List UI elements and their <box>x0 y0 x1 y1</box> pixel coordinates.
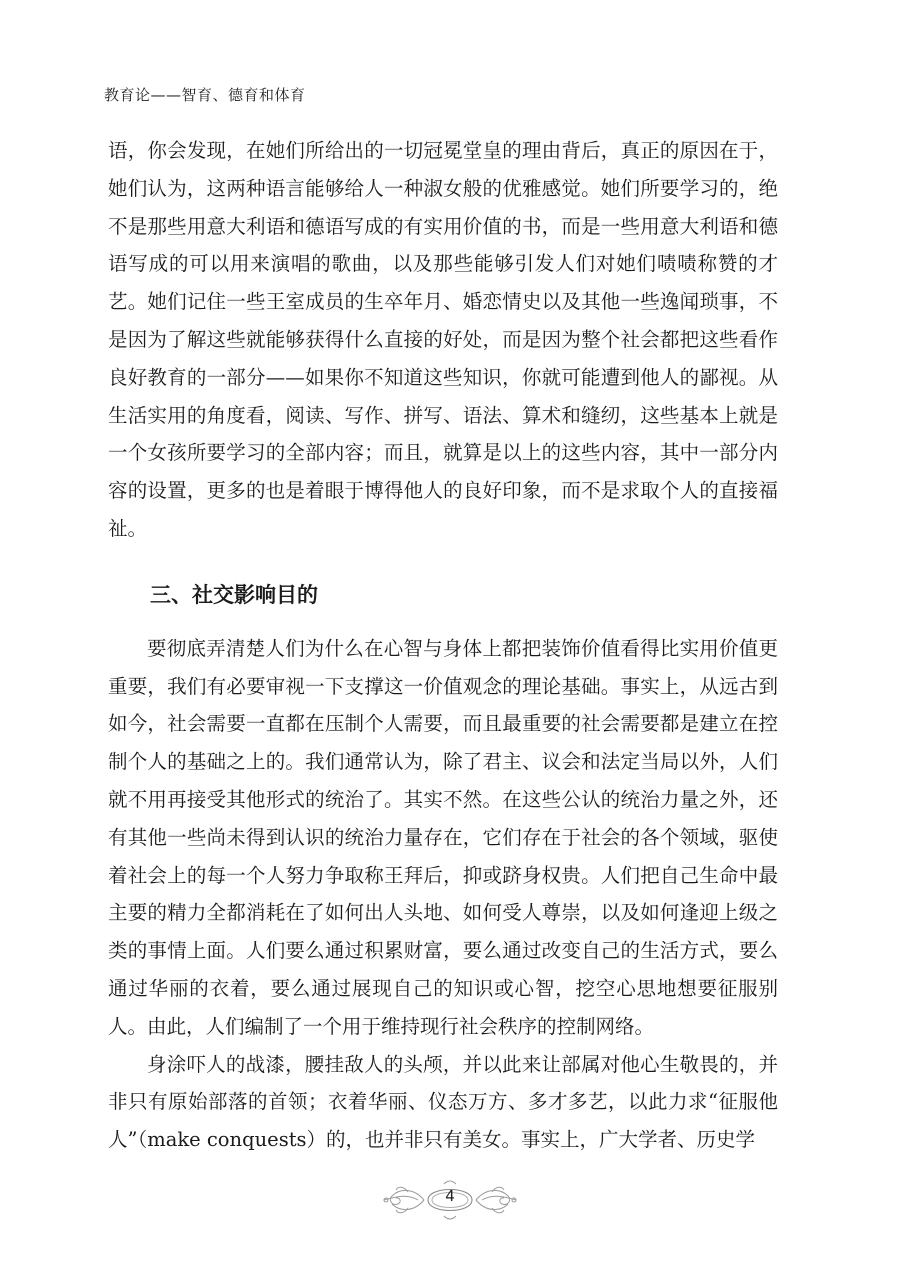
running-head: 教育论——智育、德育和体育 <box>104 86 306 104</box>
paragraph-continued: 语，你会发现，在她们所给出的一切冠冕堂皇的理由背后，真正的原因在于，她们认为，这两种语言能够给人一种淑女般的优雅感觉。她们所要学习的，绝不是那些用意大利语和德语写成的有实用价值的书，而是一些用意大利语和德语写成的可以用来演唱的歌曲，以及那些能够引发人们对她们啧啧称赞的才艺。她们记住一些王室成员的生卒年月、婚恋情史以及其他一些逸闻琐事，不是因为了解这些就能够获得什么直接的好处，而是因为整个社会都把这些看作良好教育的一部分——如果你不知道这些知识，你就可能遭到他人的鄙视。从生活实用的角度看，阅读、写作、拼写、语法、算术和缝纫，这些基本上就是一个女孩所要学习的全部内容；而且，就算是以上的这些内容，其中一部分内容的设置，更多的也是着眼于博得他人的良好印象，而不是求取个人的直接福祉。 <box>108 139 778 540</box>
section-heading: 三、社交影响目的 <box>150 582 318 607</box>
page-footer <box>0 1178 900 1226</box>
page-body <box>108 132 778 1159</box>
paragraph: 要彻底弄清楚人们为什么在心智与身体上都把装饰价值看得比实用价值更重要，我们有必要审视一下支撑这一价值观念的理论基础。事实上，从远古到如今，社会需要一直都在压制个人需要，而且最重要的社会需要都是建立在控制个人的基础之上的。我们通常认为，除了君主、议会和法定当局以外，人们就不用再接受其他形式的统治了。其实不然。在这些公认的统治力量之外，还有其他一些尚未得到认识的统治力量存在，它们存在于社会的各个领域，驱使着社会上的每一个人努力争取称王拜后，抑或跻身权贵。人们把自己生命中最主要的精力全都消耗在了如何出人头地、如何受人尊崇，以及如何逢迎上级之类的事情上面。人们要么通过积累财富，要么通过改变自己的生活方式，要么通过华丽的衣着，要么通过展现自己的知识或心智，挖空心思地想要征服别人。由此，人们编制了一个用于维持现行社会秩序的控制网络。 <box>108 636 778 1038</box>
page-number: 4 <box>445 1187 455 1205</box>
paragraph: 身涂吓人的战漆，腰挂敌人的头颅，并以此来让部属对他心生敬畏的，并非只有原始部落的首领；衣着华丽、仪态万方、多才多艺，以此力求“征服他人”（make conquests）的，也并非只有美女。事实上，广大学者、历史学 <box>108 1052 778 1152</box>
